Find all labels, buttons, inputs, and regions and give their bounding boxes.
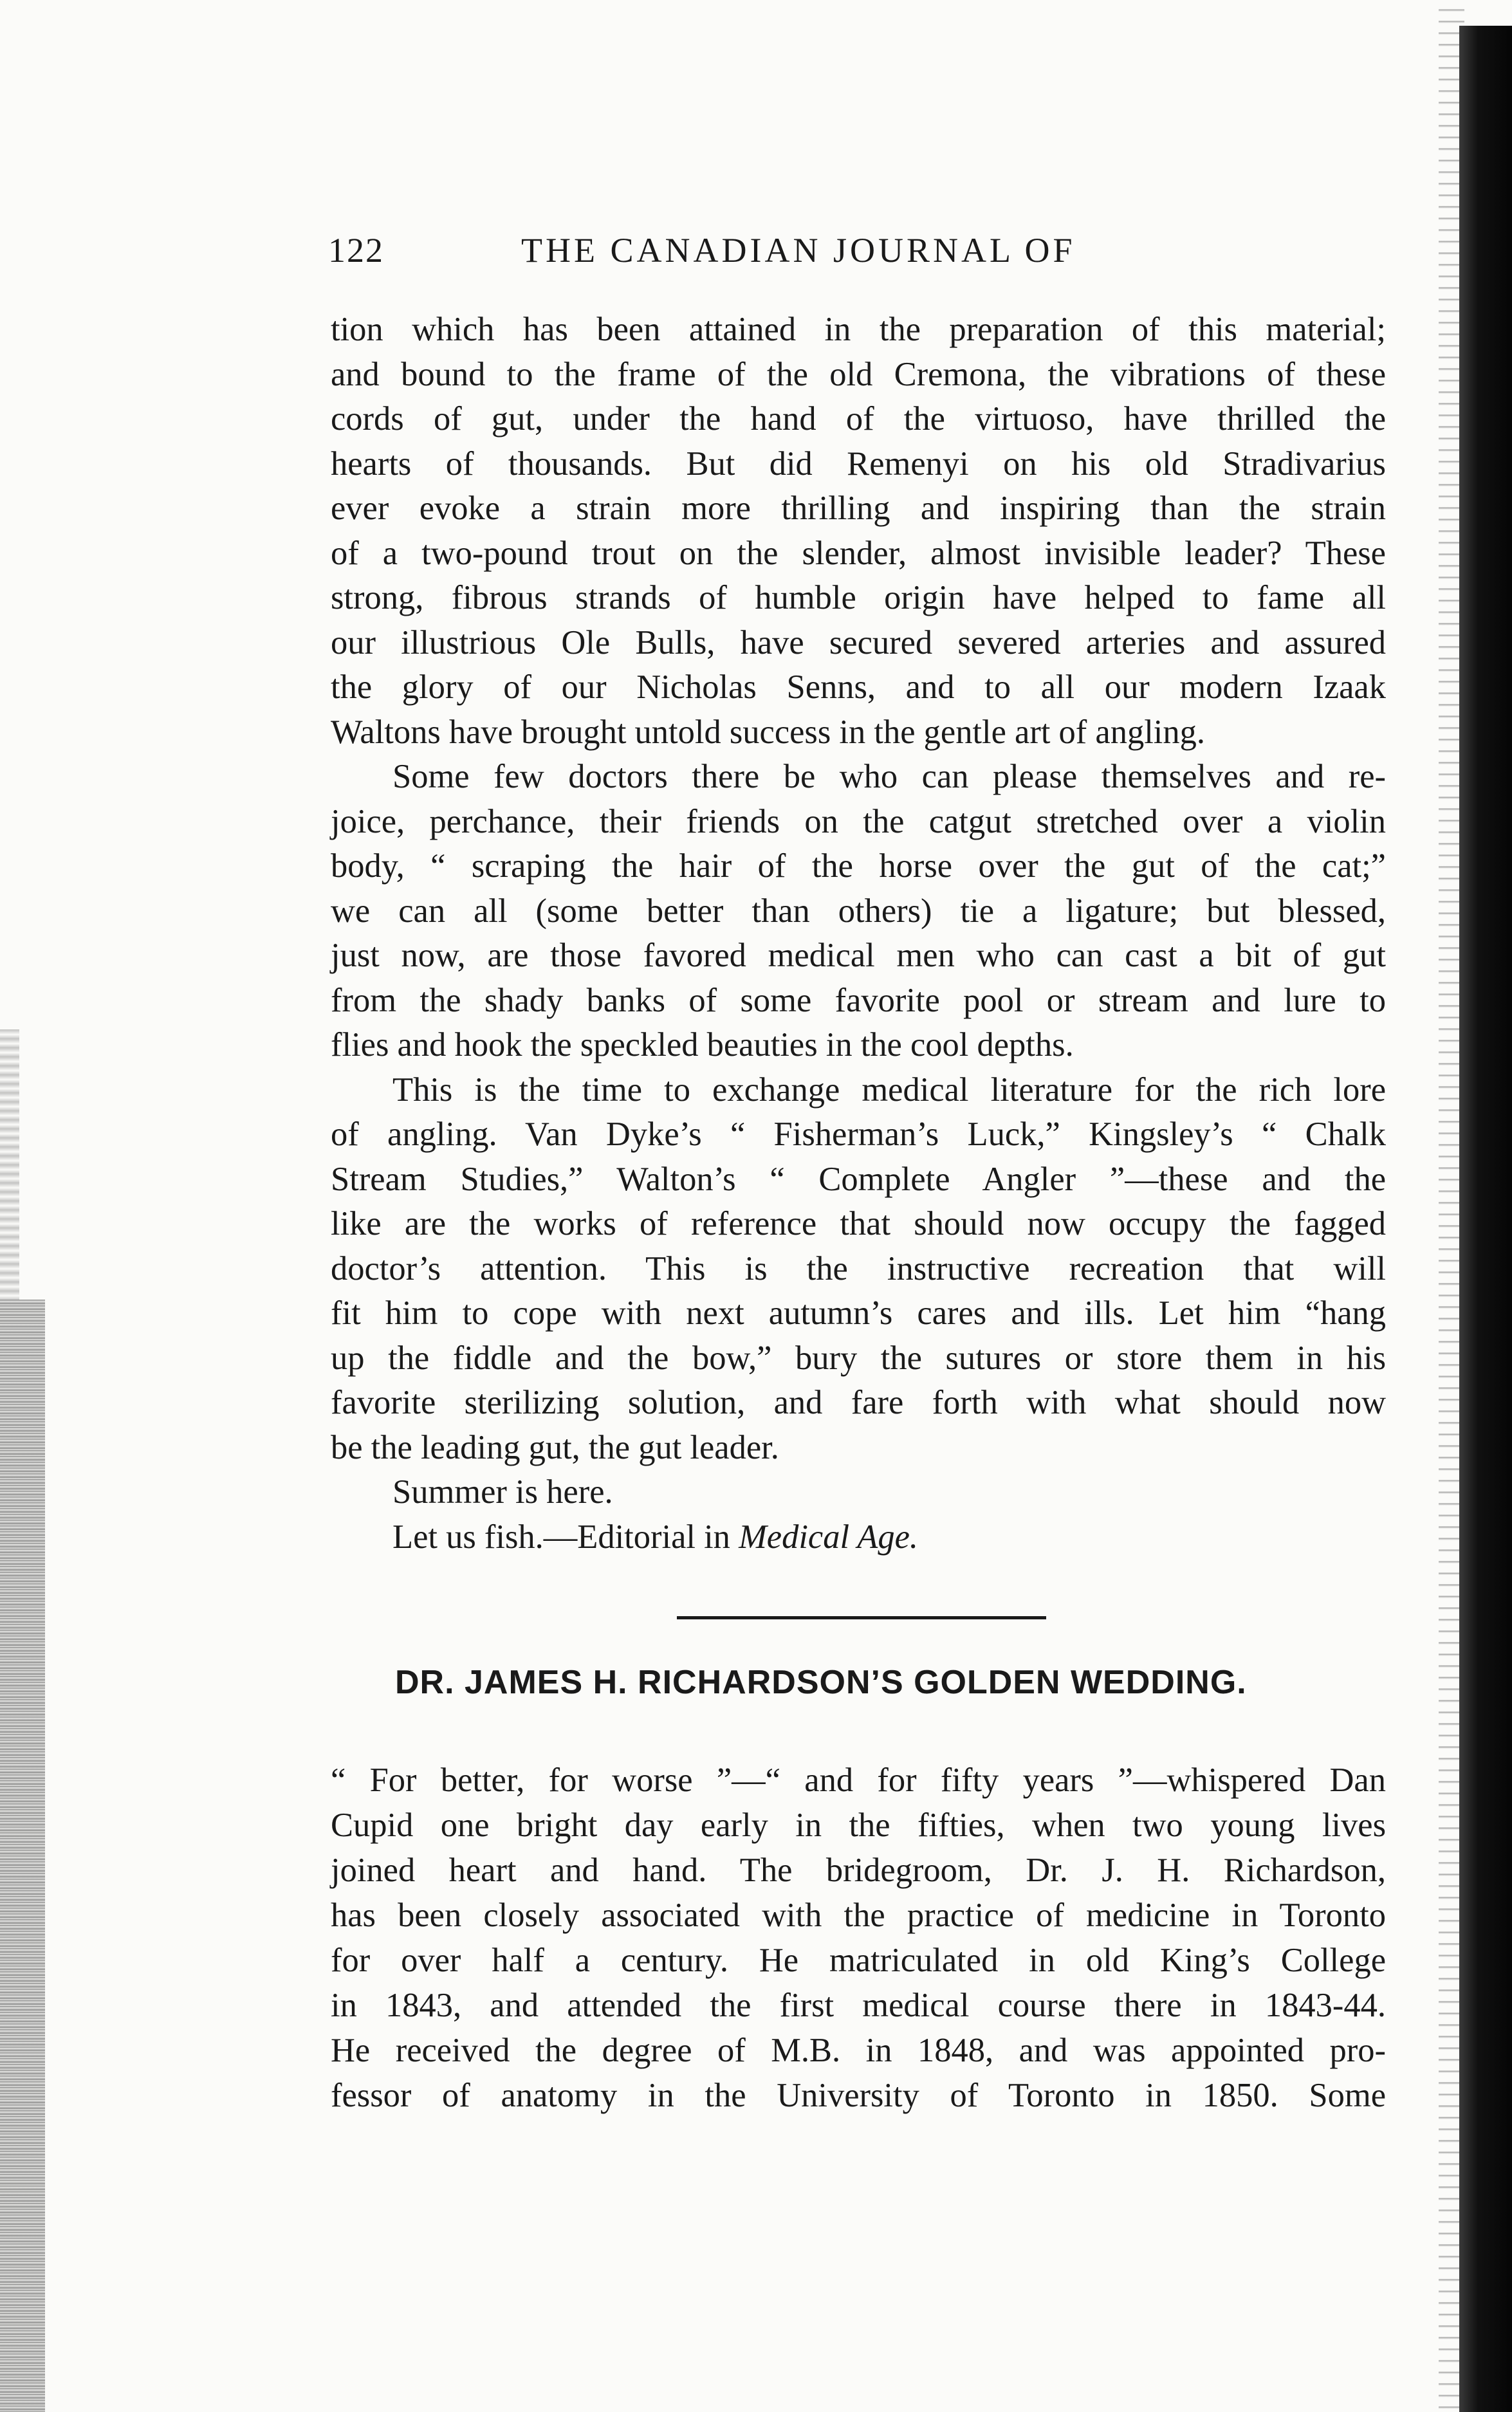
section-divider (677, 1616, 1046, 1619)
source-title: Medical Age. (739, 1518, 918, 1556)
text-line: the glory of our Nicholas Senns, and to all our modern Izaak (331, 668, 1386, 706)
text-line: just now, are those favored medical men who can cast a bit of gut (331, 937, 1386, 974)
text-line: Summer is here. (392, 1473, 613, 1511)
text-line: of angling. Van Dyke’s “ Fisherman’s Luck,” Kingsley’s “ Chalk (331, 1116, 1386, 1153)
closing-prefix: Let us fish.—Editorial in (392, 1518, 739, 1556)
text-line: be the leading gut, the gut leader. (331, 1428, 779, 1466)
text-line: like are the works of reference that should now occupy the fagged (331, 1205, 1386, 1242)
left-gutter-noise (0, 1300, 45, 2412)
running-title: THE CANADIAN JOURNAL OF (521, 231, 1076, 270)
page-header (328, 230, 1396, 275)
text-line: and bound to the frame of the old Cremona, the vibrations of these (331, 355, 1386, 393)
text-line: our illustrious Ole Bulls, have secured severed arteries and assured (331, 623, 1386, 661)
text-line: in 1843, and attended the first medical course there in 1843-44. (331, 1987, 1386, 2024)
left-gutter-noise (0, 1029, 19, 1300)
text-line: joice, perchance, their friends on the catgut stretched over a violin (331, 802, 1386, 840)
text-line: Waltons have brought untold success in the gentle art of angling. (331, 713, 1206, 751)
article-body (331, 1758, 1386, 2118)
text-line: we can all (some better than others) tie a ligature; but blessed, (331, 892, 1386, 930)
text-line: favorite sterilizing solution, and fare forth with what should now (331, 1384, 1386, 1421)
text-line: strong, fibrous strands of humble origin have helped to fame all (331, 579, 1386, 616)
text-line: doctor’s attention. This is the instructive recreation that will (331, 1249, 1386, 1287)
text-line: body, “ scraping the hair of the horse over the gut of the cat;” (331, 847, 1386, 885)
text-line: Cupid one bright day early in the fifties, when two young lives (331, 1807, 1386, 1844)
closing-line (331, 1515, 1386, 1560)
text-line: Some few doctors there be who can please themselves and re- (392, 758, 1386, 795)
text-line: He received the degree of M.B. in 1848, and was appointed pro- (331, 2032, 1386, 2069)
text-line: up the fiddle and the bow,” bury the sutures or store them in his (331, 1339, 1386, 1377)
text-line: has been closely associated with the practice of medicine in Toronto (331, 1897, 1386, 1934)
article-heading: DR. JAMES H. RICHARDSON’S GOLDEN WEDDING. (395, 1664, 1247, 1701)
text-line: “ For better, for worse ”—“ and for fifty years ”—whispered Dan (331, 1762, 1386, 1799)
text-line: fit him to cope with next autumn’s cares and ills. Let him “hang (331, 1294, 1386, 1332)
text-line: flies and hook the speckled beauties in the cool depths. (331, 1026, 1074, 1063)
text-line: of a two-pound trout on the slender, almost invisible leader? These (331, 534, 1386, 572)
text-line: tion which has been attained in the preparation of this material; (331, 311, 1386, 348)
text-line: cords of gut, under the hand of the virtuoso, have thrilled the (331, 400, 1386, 437)
page-number: 122 (328, 231, 384, 270)
text-line: for over half a century. He matriculated in old King’s College (331, 1942, 1386, 1979)
text-line: ever evoke a strain more thrilling and inspiring than the strain (331, 490, 1386, 527)
text-line: This is the time to exchange medical literature for the rich lore (392, 1071, 1386, 1109)
text-line: Stream Studies,” Walton’s “ Complete Angler ”—these and the (331, 1160, 1386, 1198)
text-line: fessor of anatomy in the University of Toronto in 1850. Some (331, 2077, 1386, 2114)
text-line: from the shady banks of some favorite pool or stream and lure to (331, 981, 1386, 1019)
text-line: joined heart and hand. The bridegroom, Dr. J. H. Richardson, (331, 1852, 1386, 1889)
binding-edge (1459, 26, 1512, 2412)
editorial-body (331, 308, 1386, 1560)
text-line: hearts of thousands. But did Remenyi on his old Stradivarius (331, 445, 1386, 483)
